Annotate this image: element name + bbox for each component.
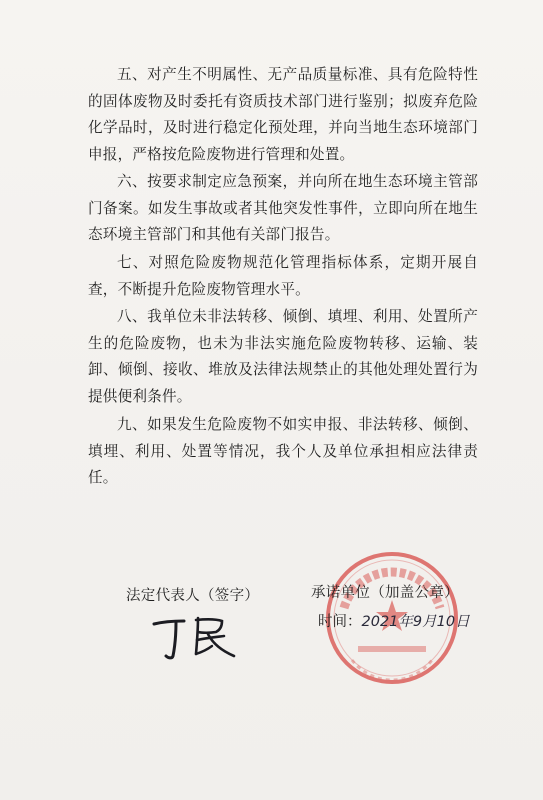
handwritten-signature xyxy=(150,612,240,664)
clause-8-paragraph: 八、我单位未非法转移、倾倒、填埋、利用、处置所产生的危险废物，也未为非法实施危险废物转移、运输、装卸、倾倒、接收、堆放及法律法规禁止的其他处理处置行为提供便利条件。 xyxy=(88,308,478,406)
clause-7-paragraph: 七、对照危险废物规范化管理指标体系，定期开展自查，不断提升危险废物管理水平。 xyxy=(88,254,478,298)
date-line xyxy=(318,610,470,631)
clause-5-paragraph: 五、对产生不明属性、无产品质量标准、具有危险特性的固体废物及时委托有资质技术部门进行鉴别；拟废弃危险化学品时，及时进行稳定化预处理，并向当地生态环境部门申报，严格按危险废物进行管理和处置。 xyxy=(88,66,478,164)
committing-unit-label: 承诺单位（加盖公章） xyxy=(311,585,459,601)
legal-representative-label: 法定代表人（签字） xyxy=(126,588,260,604)
clause-9-paragraph: 九、如果发生危险废物不如实申报、非法转移、倾倒、填埋、利用、处置等情况，我个人及单位承担相应法律责任。 xyxy=(88,416,478,487)
time-label: 时间： xyxy=(318,614,362,630)
date-value: 2021年9月10日 xyxy=(361,614,470,630)
clause-6-paragraph: 六、按要求制定应急预案，并向所在地生态环境主管部门备案。如发生事故或者其他突发性事件，立即向所在地生态环境主管部门和其他有关部门报告。 xyxy=(88,173,478,244)
